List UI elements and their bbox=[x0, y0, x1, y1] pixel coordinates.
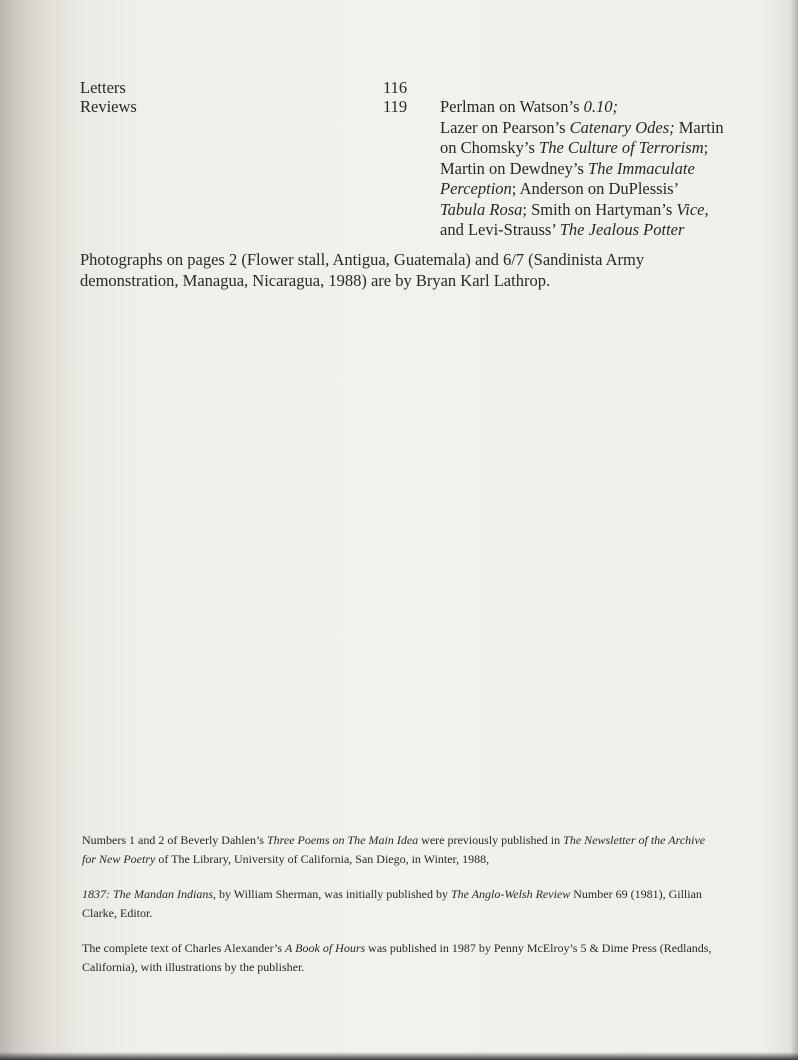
page-bottom-edge bbox=[0, 1052, 798, 1060]
photo-credit-line: demonstration, Managua, Nicaragua, 1988) are by Bryan Karl Lathrop. bbox=[80, 270, 551, 290]
toc-label-letters: Letters bbox=[80, 78, 126, 97]
acknowledgement-note-sherman: 1837: The Mandan Indians, by William Sherman, was initially published by The Anglo-Welsh Review Number 69 (1981), Gillian Clarke, Editor. bbox=[82, 887, 702, 920]
reviews-line: Martin on Dewdney’s The Immaculate bbox=[440, 158, 695, 178]
reviews-line: on Chomsky’s The Culture of Terrorism; bbox=[440, 138, 709, 157]
acknowledgement-note-alexander: The complete text of Charles Alexander’s A Book of Hours was published in 1987 by Penny McElroy’s 5 & Dime Press (Redlands, California), with illustrations by the publisher. bbox=[82, 941, 712, 974]
acknowledgement-note-dahlen: Numbers 1 and 2 of Beverly Dahlen’s Three Poems on The Main Idea were previously published in The Newsletter of the Archive for New Poetry of The Library, University of California, San Diego, in Winter, 1988, bbox=[82, 833, 706, 866]
reviews-line: Perception; Anderson on DuPlessis’ bbox=[440, 179, 680, 198]
toc-label-reviews: Reviews bbox=[80, 97, 137, 116]
reviews-line: Tabula Rosa; Smith on Hartyman’s Vice, bbox=[440, 199, 709, 219]
photo-credit bbox=[80, 250, 720, 291]
toc-page-letters: 116 bbox=[383, 78, 408, 97]
reviews-line: Lazer on Pearson’s Catenary Odes; Martin bbox=[440, 117, 724, 137]
reviews-line: and Levi-Strauss’ The Jealous Potter bbox=[440, 220, 685, 239]
toc-page-reviews: 119 bbox=[383, 97, 408, 116]
reviews-line: Perlman on Watson’s 0.10; bbox=[440, 97, 619, 116]
reviews-list bbox=[440, 97, 750, 241]
photo-credit-line: Photographs on pages 2 (Flower stall, Antigua, Guatemala) and 6/7 (Sandinista Army bbox=[80, 250, 645, 269]
